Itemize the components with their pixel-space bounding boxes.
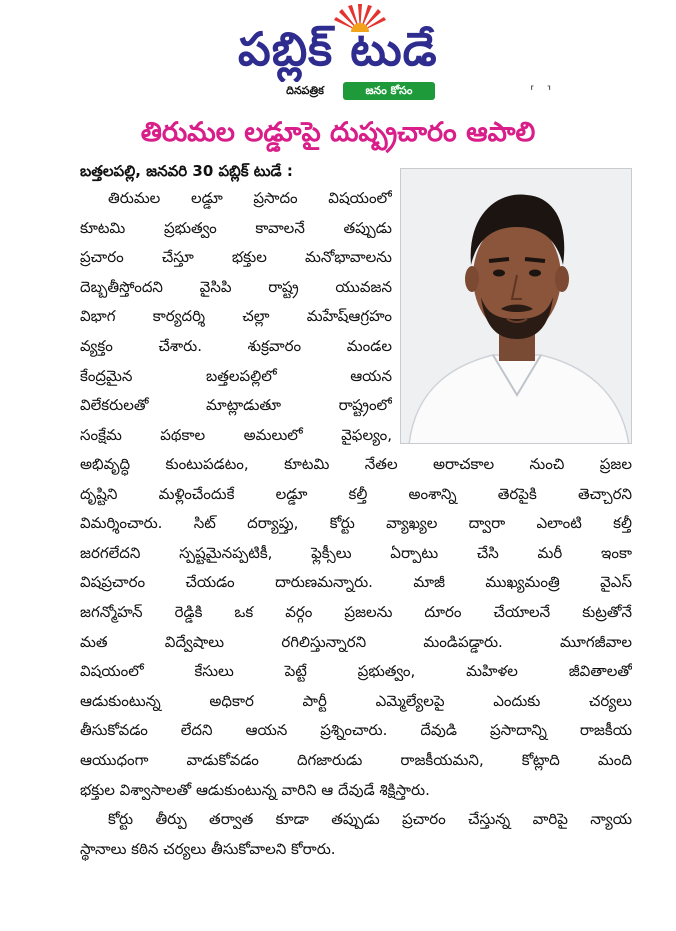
article-line: స్థానాలు కఠిన చర్యలు తీసుకోవాలని కోరారు. xyxy=(80,839,336,858)
article-line: భక్తుల విశ్వాసాలతో ఆడుకుంటున్న వారిని ఆ దేవుడే శిక్షిస్తారు. xyxy=(80,780,430,799)
article-body-text xyxy=(80,450,632,864)
daily-tag: దినపత్రిక xyxy=(268,82,342,100)
article-line: కూటమి ప్రభుత్వం కావాలనే తప్పుడు xyxy=(80,218,392,237)
article-line: ఆయుధంగా వాడుకోవడం దిగజారుడు రాజకీయమని, కోట్లాది మంది xyxy=(80,750,632,769)
article-line: అభివృద్ధి కుంటుపడటం, కూటమి నేతల అరాచకాల నుంచి ప్రజల xyxy=(80,455,632,473)
headline: తిరుమల లడ్డూపై దుష్ప్రచారం ఆపాలి xyxy=(140,117,536,148)
article-line: కోర్టు తీర్పు తర్వాత కూడా తప్పుడు ప్రచారం చేస్తున్న వారిపై న్యాయ xyxy=(108,810,632,829)
article-line: విలేకరులతో మాట్లాడుతూ రాష్ట్రంలో xyxy=(80,396,392,415)
article-column-text xyxy=(80,184,392,450)
article-line: విమర్శించారు. సిట్ దర్యాప్తు, కోర్టు వ్యాఖ్యల ద్వారా ఎలాంటి కల్తీ xyxy=(80,514,632,533)
article-line: తీసుకోవడం లేదని ఆయన ప్రశ్నించారు. దేవుడి ప్రసాదాన్ని రాజకీయ xyxy=(80,721,632,740)
article-line: విషయంలో కేసులు పెట్టే ప్రభుత్వం, మహిళల జీవితాలతో xyxy=(80,662,632,681)
masthead xyxy=(0,0,676,112)
article-line: వ్యక్తం చేశారు. శుక్రవారం మండల xyxy=(80,336,392,355)
article-line: జగన్మోహన్ రెడ్డికి ఒక వర్గం ప్రజలను దూరం చేయాలనే కుట్రతోనే xyxy=(80,602,632,621)
article-line: మత విద్వేషాలు రగిలిస్తున్నారని మండిపడ్డారు. మూగజీవాల xyxy=(80,632,632,651)
article-line: దృష్టిని మళ్లించేందుకే లడ్డూ కల్తీ అంశాన్ని తెరపైకి తెచ్చారని xyxy=(80,484,632,503)
article-line: సంక్షేమ పథకాల అమలులో వైఫల్యం, xyxy=(80,425,392,444)
slogan-tag: జనం కోసం xyxy=(343,82,435,100)
article-line: ఆడుకుంటున్న అధికార పార్టీ ఎమ్మెల్యేలపై ఎందుకు చర్యలు xyxy=(80,691,632,710)
article-line: విషప్రచారం చేయడం దారుణమన్నారు. మాజీ ముఖ్యమంత్రి వైఎస్ xyxy=(80,573,632,592)
article-line: విభాగ కార్యదర్శి చల్లా మహేష్ఆగ్రహం xyxy=(80,307,392,326)
article-line: ప్రచారం చేస్తూ భక్తుల మనోభావాలను xyxy=(80,248,392,267)
article-line: తిరుమల లడ్డూ ప్రసాదం విషయంలో xyxy=(108,189,392,207)
corner-mark-icon: ⸢ ⸣ xyxy=(530,84,556,98)
article-line: జరగలేదని స్పష్టమైనప్పటికీ, ఫ్లెక్సీలు ఏర్పాటు చేసి మరీ ఇంకా xyxy=(80,543,632,562)
person-photo xyxy=(400,168,632,444)
article-line: కేంద్రమైన బత్తలపల్లిలో ఆయన xyxy=(80,366,392,385)
dateline: బత్తలపల్లి, జనవరి 30 పబ్లిక్ టుడే : xyxy=(80,162,293,180)
publication-logo: పబ్లిక్ టుడే xyxy=(238,22,438,76)
article-line: దెబ్బతీస్తోందని వైసిపి రాష్ట్ర యువజన xyxy=(80,277,392,296)
